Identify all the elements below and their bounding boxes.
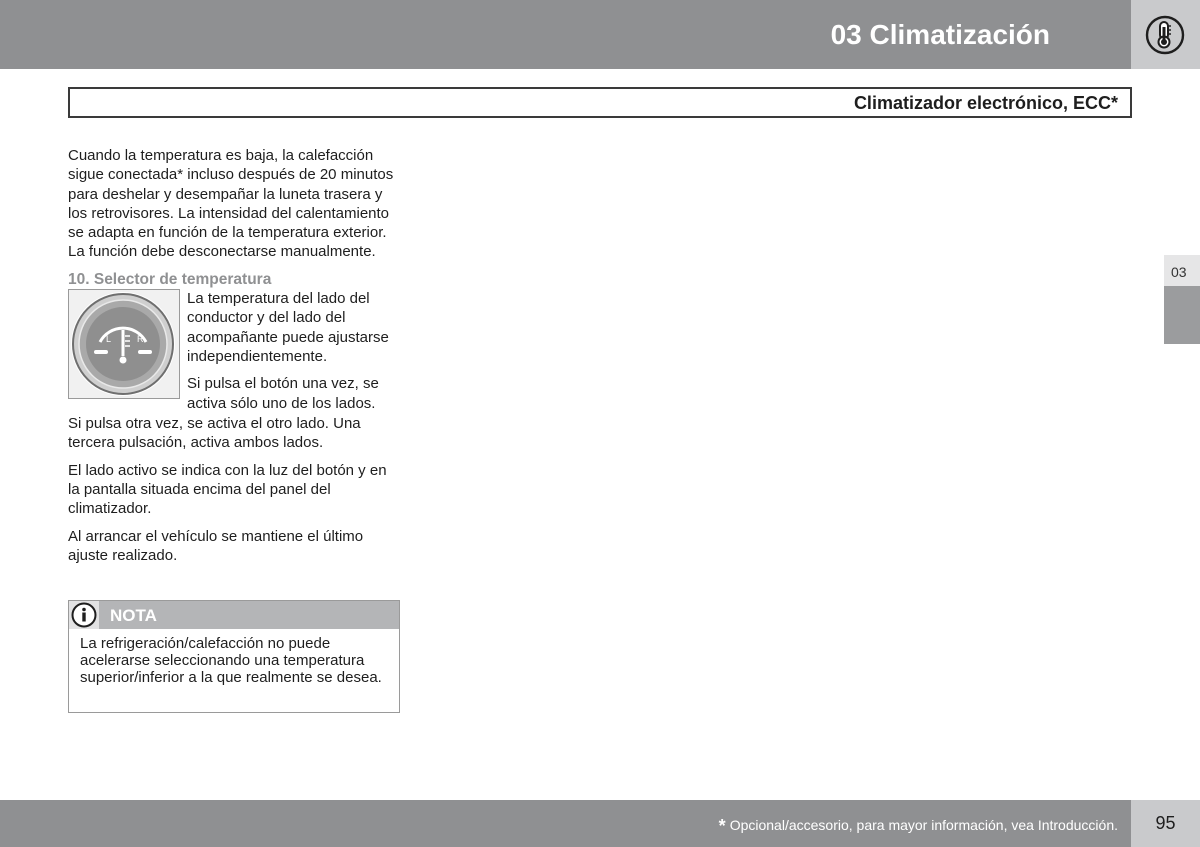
- side-tab-label: 03: [1171, 264, 1187, 280]
- header-bar: [0, 0, 1131, 69]
- figure-caption: [187, 289, 402, 413]
- page-number-box: [1131, 800, 1200, 847]
- footer-note: [719, 816, 1118, 837]
- paragraph-press-once: Si pulsa el botón una vez, se activa sólo uno de los lados.: [187, 375, 379, 412]
- section-title: Climatizador electrónico, ECC*: [853, 93, 1118, 113]
- footer-asterisk: *: [718, 816, 726, 836]
- header-icon-box: [1131, 0, 1200, 69]
- footer-bar: [0, 800, 1131, 847]
- paragraph-heating: Cuando la temperatura es baja, la calefacción sigue conectada* incluso después de 20 minutos para deshelar y desempañar la luneta trasera y los retrovisores. La intensidad del calentamiento se adapta en función de la temperatura exterior. La función debe desconectarse manualmente.: [68, 147, 394, 261]
- note-box: [68, 600, 400, 713]
- left-side-label: L: [106, 334, 112, 345]
- section-header: [68, 87, 1132, 118]
- subheading-temperature-selector: 10. Selector de temperatura: [68, 270, 272, 288]
- note-icon-box: [69, 601, 99, 629]
- temperature-selector-figure: [68, 289, 180, 399]
- right-side-label: R: [137, 334, 144, 345]
- paragraph-start-vehicle: Al arrancar el vehículo se mantiene el último ajuste realizado.: [68, 527, 364, 564]
- text-column: [68, 146, 402, 573]
- chapter-title: 03 Climatización: [830, 19, 1050, 50]
- figure-block: [68, 289, 402, 414]
- paragraph-press-again: Si pulsa otra vez, se activa el otro lado. Una tercera pulsación, activa ambos lados.: [68, 415, 361, 452]
- chapter-side-tab: [1164, 255, 1200, 344]
- note-text: La refrigeración/calefacción no puede acelerarse seleccionando una temperatura superior/inferior a la que realmente se desea.: [80, 635, 382, 686]
- note-label: NOTA: [110, 606, 157, 625]
- paragraph-independent: La temperatura del lado del conductor y del lado del acompañante puede ajustarse independientemente.: [187, 290, 389, 365]
- temperature-selector-knob-icon: [69, 290, 179, 398]
- page-number: 95: [1155, 813, 1176, 833]
- footer-text: Opcional/accesorio, para mayor información, vea Introducción.: [729, 817, 1118, 833]
- paragraph-active-side: El lado activo se indica con la luz del botón y en la pantalla situada encima del panel del climatizador.: [68, 461, 387, 518]
- info-icon: [71, 602, 97, 628]
- note-header: [69, 601, 399, 629]
- thermometer-icon: [1145, 15, 1185, 55]
- side-tab-label-box: [1164, 255, 1200, 286]
